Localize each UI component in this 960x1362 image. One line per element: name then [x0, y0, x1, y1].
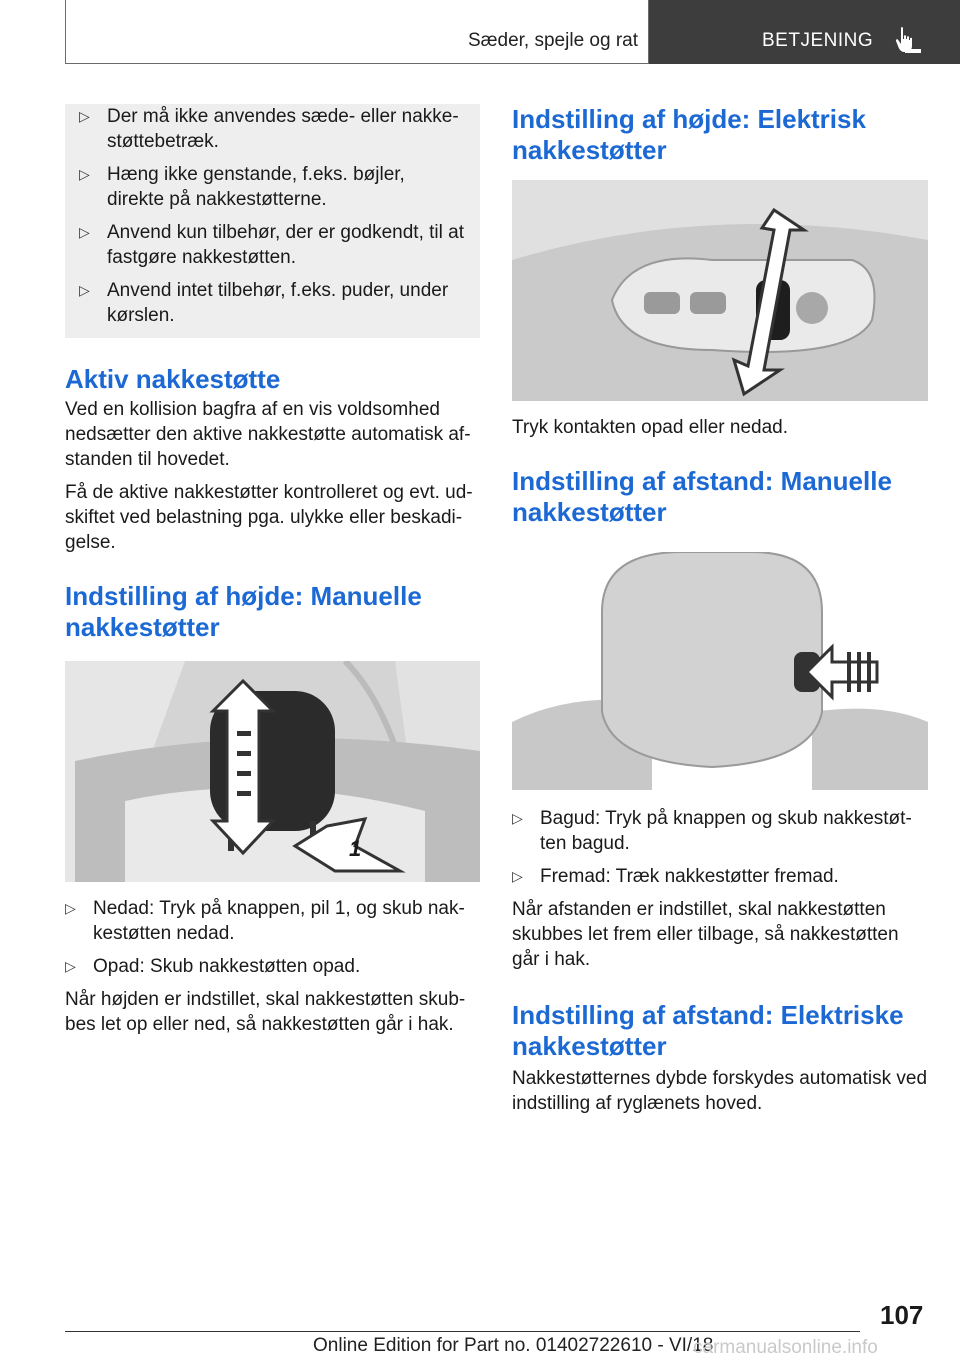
figure-callout-1: 1	[349, 836, 362, 861]
triangle-bullet-icon: ▷	[79, 166, 90, 182]
seat-switch-illustration	[512, 180, 928, 401]
manual-height-list	[65, 896, 480, 979]
triangle-bullet-icon: ▷	[512, 868, 523, 884]
footer-divider	[65, 1331, 860, 1332]
list-item: ▷ Der må ikke anvendes sæde- eller nakke‐støttebetræk.	[79, 106, 459, 152]
paragraph-active-1: Ved en kollision bagfra af en vis voldsomhed nedsætter den aktive nakkestøtte automatisk af‐standen til hovedet.	[65, 399, 471, 470]
list-item: ▷ Anvend kun tilbehør, der er godkendt, til at fastgøre nakkestøtten.	[79, 222, 464, 268]
running-header-section	[65, 0, 649, 64]
list-item: ▷ Bagud: Tryk på knappen og skub nakkestøt‐ten bagud.	[512, 808, 912, 854]
list-item: ▷ Fremad: Træk nakkestøtter fremad.	[512, 866, 839, 887]
warning-notice-box	[65, 104, 480, 338]
heading-electric-distance: Indstilling af afstand: Elektriske nakkestøtter	[512, 1000, 904, 1061]
paragraph-electric-distance: Nakkestøtternes dybde forskydes automatisk ved indstilling af ryglænets hoved.	[512, 1068, 928, 1114]
figure-seat-switch	[512, 180, 928, 401]
triangle-bullet-icon: ▷	[79, 282, 90, 298]
manual-distance-list	[512, 806, 928, 889]
figure-headrest-distance	[512, 552, 928, 790]
heading-manual-distance: Indstilling af afstand: Manuelle nakkestøtter	[512, 466, 892, 527]
triangle-bullet-icon: ▷	[512, 810, 523, 826]
triangle-bullet-icon: ▷	[65, 900, 76, 916]
list-item: ▷ Anvend intet tilbehør, f.eks. puder, under kørslen.	[79, 280, 449, 326]
paragraph-manual-distance: Når afstanden er indstillet, skal nakkestøtten skubbes let frem eller tilbage, så nakkestøtten går i hak.	[512, 899, 899, 970]
watermark-text: carmanualsonline.info	[693, 1337, 878, 1358]
list-item: ▷ Opad: Skub nakkestøtten opad.	[65, 956, 361, 977]
figure-manual-head-restraint	[65, 661, 480, 882]
running-header-chapter	[649, 0, 960, 64]
chapter-title: BETJENING	[762, 30, 874, 51]
list-item: ▷ Hæng ikke genstande, f.eks. bøjler, direkte på nakkestøtterne.	[79, 164, 405, 210]
paragraph-manual-height: Når højden er indstillet, skal nakkestøtten skub‐bes let op eller ned, så nakkestøtten går i hak.	[65, 989, 466, 1035]
triangle-bullet-icon: ▷	[79, 224, 90, 240]
pointing-hand-icon	[895, 26, 921, 54]
page-number: 107	[880, 1300, 924, 1330]
heading-electric-height: Indstilling af højde: Elektrisk nakkestøtter	[512, 104, 866, 165]
head-restraint-illustration	[65, 661, 480, 882]
list-item: ▷ Nedad: Tryk på knappen, pil 1, og skub nak‐kestøtten nedad.	[65, 898, 465, 944]
paragraph-active-2: Få de aktive nakkestøtter kontrolleret og evt. ud‐skiftet ved belastning pga. ulykke eller beskadi‐gelse.	[65, 482, 473, 553]
left-column	[65, 104, 480, 1037]
triangle-bullet-icon: ▷	[65, 958, 76, 974]
warning-list	[79, 104, 466, 328]
section-title: Sæder, spejle og rat	[467, 30, 638, 51]
headrest-distance-illustration	[512, 552, 928, 790]
edition-text: Online Edition for Part no. 01402722610 - VI/18	[313, 1335, 714, 1356]
heading-manual-height: Indstilling af højde: Manuelle nakkestøtter	[65, 581, 422, 642]
right-column	[512, 104, 928, 1116]
paragraph-electric-height: Tryk kontakten opad eller nedad.	[512, 417, 789, 438]
heading-active-head-restraint: Aktiv nakkestøtte	[65, 364, 281, 394]
triangle-bullet-icon: ▷	[79, 108, 90, 124]
